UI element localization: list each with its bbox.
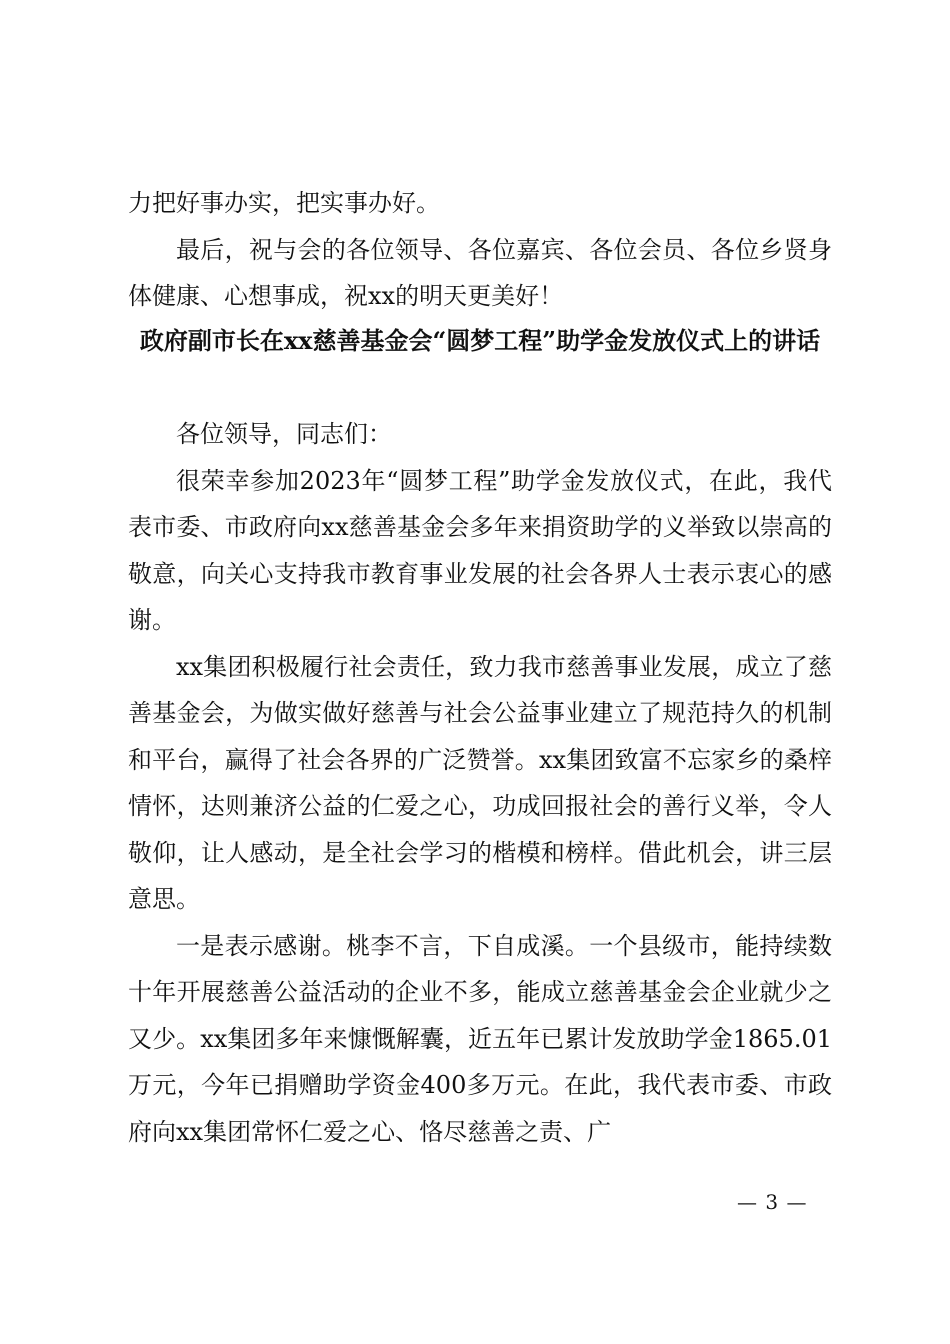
speech-body (128, 411, 832, 1155)
continued-paragraph: 力把好事办实，把实事办好。 (128, 189, 440, 217)
body-paragraph: xx集团积极履行社会责任，致力我市慈善事业发展，成立了慈善基金会，为做实做好慈善与社会公益事业建立了规范持久的机制和平台，赢得了社会各界的广泛赞誉。xx集团致富不忘家乡的桑梓情怀，达则兼济公益的仁爱之心，功成回报社会的善行义举，令人敬仰，让人感动，是全社会学习的楷模和榜样。借此机会，讲三层意思。 (128, 652, 832, 913)
closing-wishes-paragraph: 最后，祝与会的各位领导、各位嘉宾、各位会员、各位乡贤身体健康、心想事成，祝xx的明天更美好！ (128, 235, 832, 310)
speech-title: 政府副市长在xx慈善基金会“圆梦工程”助学金发放仪式上的讲话 (139, 326, 821, 355)
body-paragraph: 很荣幸参加2023年“圆梦工程”助学金发放仪式，在此，我代表市委、市政府向xx慈善基金会多年来捐资助学的义举致以崇高的敬意，向关心支持我市教育事业发展的社会各界人士表示衷心的感谢。 (128, 466, 832, 634)
salutation: 各位领导，同志们： (176, 420, 392, 448)
opening-text-block (128, 180, 832, 320)
page-number: — 3 — (737, 1190, 808, 1214)
body-paragraph: 一是表示感谢。桃李不言，下自成溪。一个县级市，能持续数十年开展慈善公益活动的企业不多，能成立慈善基金会企业就少之又少。xx集团多年来慷慨解囊，近五年已累计发放助学金1865.01万元，今年已捐赠助学资金400多万元。在此，我代表市委、市政府向xx集团常怀仁爱之心、恪尽慈善之责、广 (128, 931, 832, 1146)
